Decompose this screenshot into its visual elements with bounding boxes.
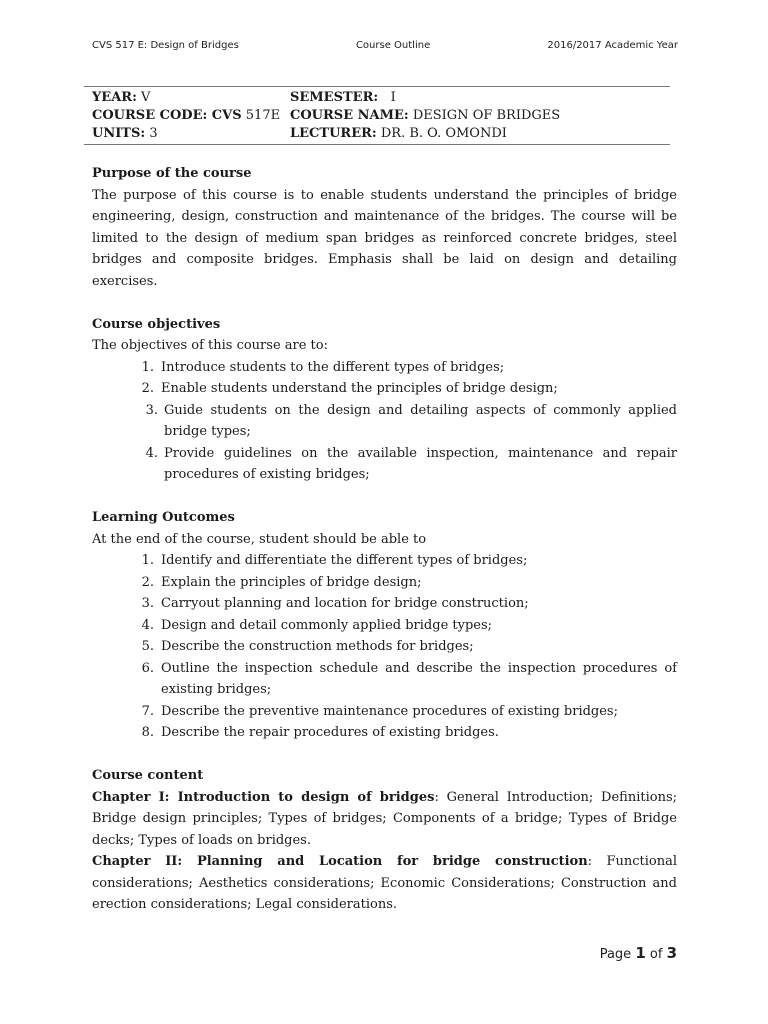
objectives-list bbox=[92, 357, 677, 486]
list-item: 3. Carryout planning and location for bridge construction; bbox=[141, 596, 529, 611]
chapter-1-paragraph bbox=[92, 787, 677, 852]
page-word: Page bbox=[599, 947, 632, 962]
objectives-intro: The objectives of this course are to: bbox=[92, 338, 328, 353]
info-row-code bbox=[84, 107, 670, 125]
units-value: 3 bbox=[149, 126, 158, 141]
header-academic-year: 2016/2017 Academic Year bbox=[547, 40, 678, 51]
list-item: 1. Identify and differentiate the different types of bridges; bbox=[141, 553, 528, 568]
of-word: of bbox=[649, 947, 663, 962]
year-label: YEAR: bbox=[92, 90, 137, 105]
objectives-heading: Course objectives bbox=[92, 316, 221, 332]
list-item: 2. Enable students understand the principles of bridge design; bbox=[141, 381, 558, 396]
info-row-year bbox=[84, 89, 670, 107]
chapter-1-text: : General Introduction; Definitions; Bridge design principles; Types of bridges; Components of a bridge; Types of Bridge decks; Types of loads on bridges. bbox=[92, 789, 677, 848]
content-heading: Course content bbox=[92, 768, 204, 783]
outcomes-intro: At the end of the course, student should be able to bbox=[92, 531, 427, 547]
course-info-table bbox=[84, 86, 670, 145]
page-number bbox=[600, 944, 677, 962]
outcomes-heading: Learning Outcomes bbox=[92, 510, 235, 525]
lecturer-label: LECTURER: bbox=[290, 126, 377, 141]
chapter-2-text: : Functional considerations; Aesthetics considerations; Economic Considerations; Construction and erection considerations; Legal considerations. bbox=[92, 854, 677, 912]
page-header bbox=[92, 40, 678, 51]
outcomes-list bbox=[92, 550, 677, 744]
header-document-type: Course Outline bbox=[355, 40, 431, 51]
list-item: 6. Outline the inspection schedule and describe the inspection procedures of existing bridges; bbox=[141, 660, 677, 697]
purpose-text: The purpose of this course is to enable students understand the principles of bridge engineering, design, construction and maintenance of the bridges. The course will be limited to the design of medium span bridges as reinforced concrete bridges, steel bridges and composite bridges. Emphasis shall be laid on design and detailing exercises. bbox=[92, 187, 677, 289]
chapter-2-paragraph bbox=[92, 851, 677, 916]
chapter-1-title: Chapter I: Introduction to design of bridges bbox=[92, 789, 435, 805]
list-item: 1. Introduce students to the different types of bridges; bbox=[141, 359, 505, 375]
list-item: 3. Guide students on the design and detailing aspects of commonly applied bridge types; bbox=[145, 402, 677, 439]
lecturer-value: DR. B. O. OMONDI bbox=[380, 126, 507, 141]
year-value: V bbox=[141, 90, 151, 105]
purpose-heading: Purpose of the course bbox=[92, 166, 252, 181]
list-item: 4. Design and detail commonly applied bridge types; bbox=[141, 617, 493, 633]
list-item: 2. Explain the principles of bridge design; bbox=[141, 574, 422, 590]
semester-label: SEMESTER: bbox=[290, 90, 379, 105]
course-name-value: DESIGN OF BRIDGES bbox=[412, 108, 561, 123]
course-name-label: COURSE NAME: bbox=[290, 108, 409, 123]
units-label: UNITS: bbox=[92, 126, 146, 141]
course-code-value: 517E bbox=[245, 108, 281, 123]
current-page: 1 bbox=[635, 944, 646, 962]
document-body bbox=[92, 163, 677, 916]
chapter-2-title: Chapter II: Planning and Location for bridge construction bbox=[92, 854, 588, 869]
list-item: 5. Describe the construction methods for bridges; bbox=[141, 639, 474, 654]
total-pages: 3 bbox=[666, 944, 677, 962]
semester-value: I bbox=[390, 90, 396, 105]
list-item: 4. Provide guidelines on the available inspection, maintenance and repair procedures of existing bridges; bbox=[145, 445, 677, 482]
list-item: 8. Describe the repair procedures of existing bridges. bbox=[141, 725, 499, 740]
header-course-title: CVS 517 E: Design of Bridges bbox=[92, 40, 239, 51]
list-item: 7. Describe the preventive maintenance procedures of existing bridges; bbox=[141, 703, 618, 719]
info-row-units bbox=[84, 125, 670, 143]
course-code-label: COURSE CODE: CVS bbox=[92, 108, 242, 123]
